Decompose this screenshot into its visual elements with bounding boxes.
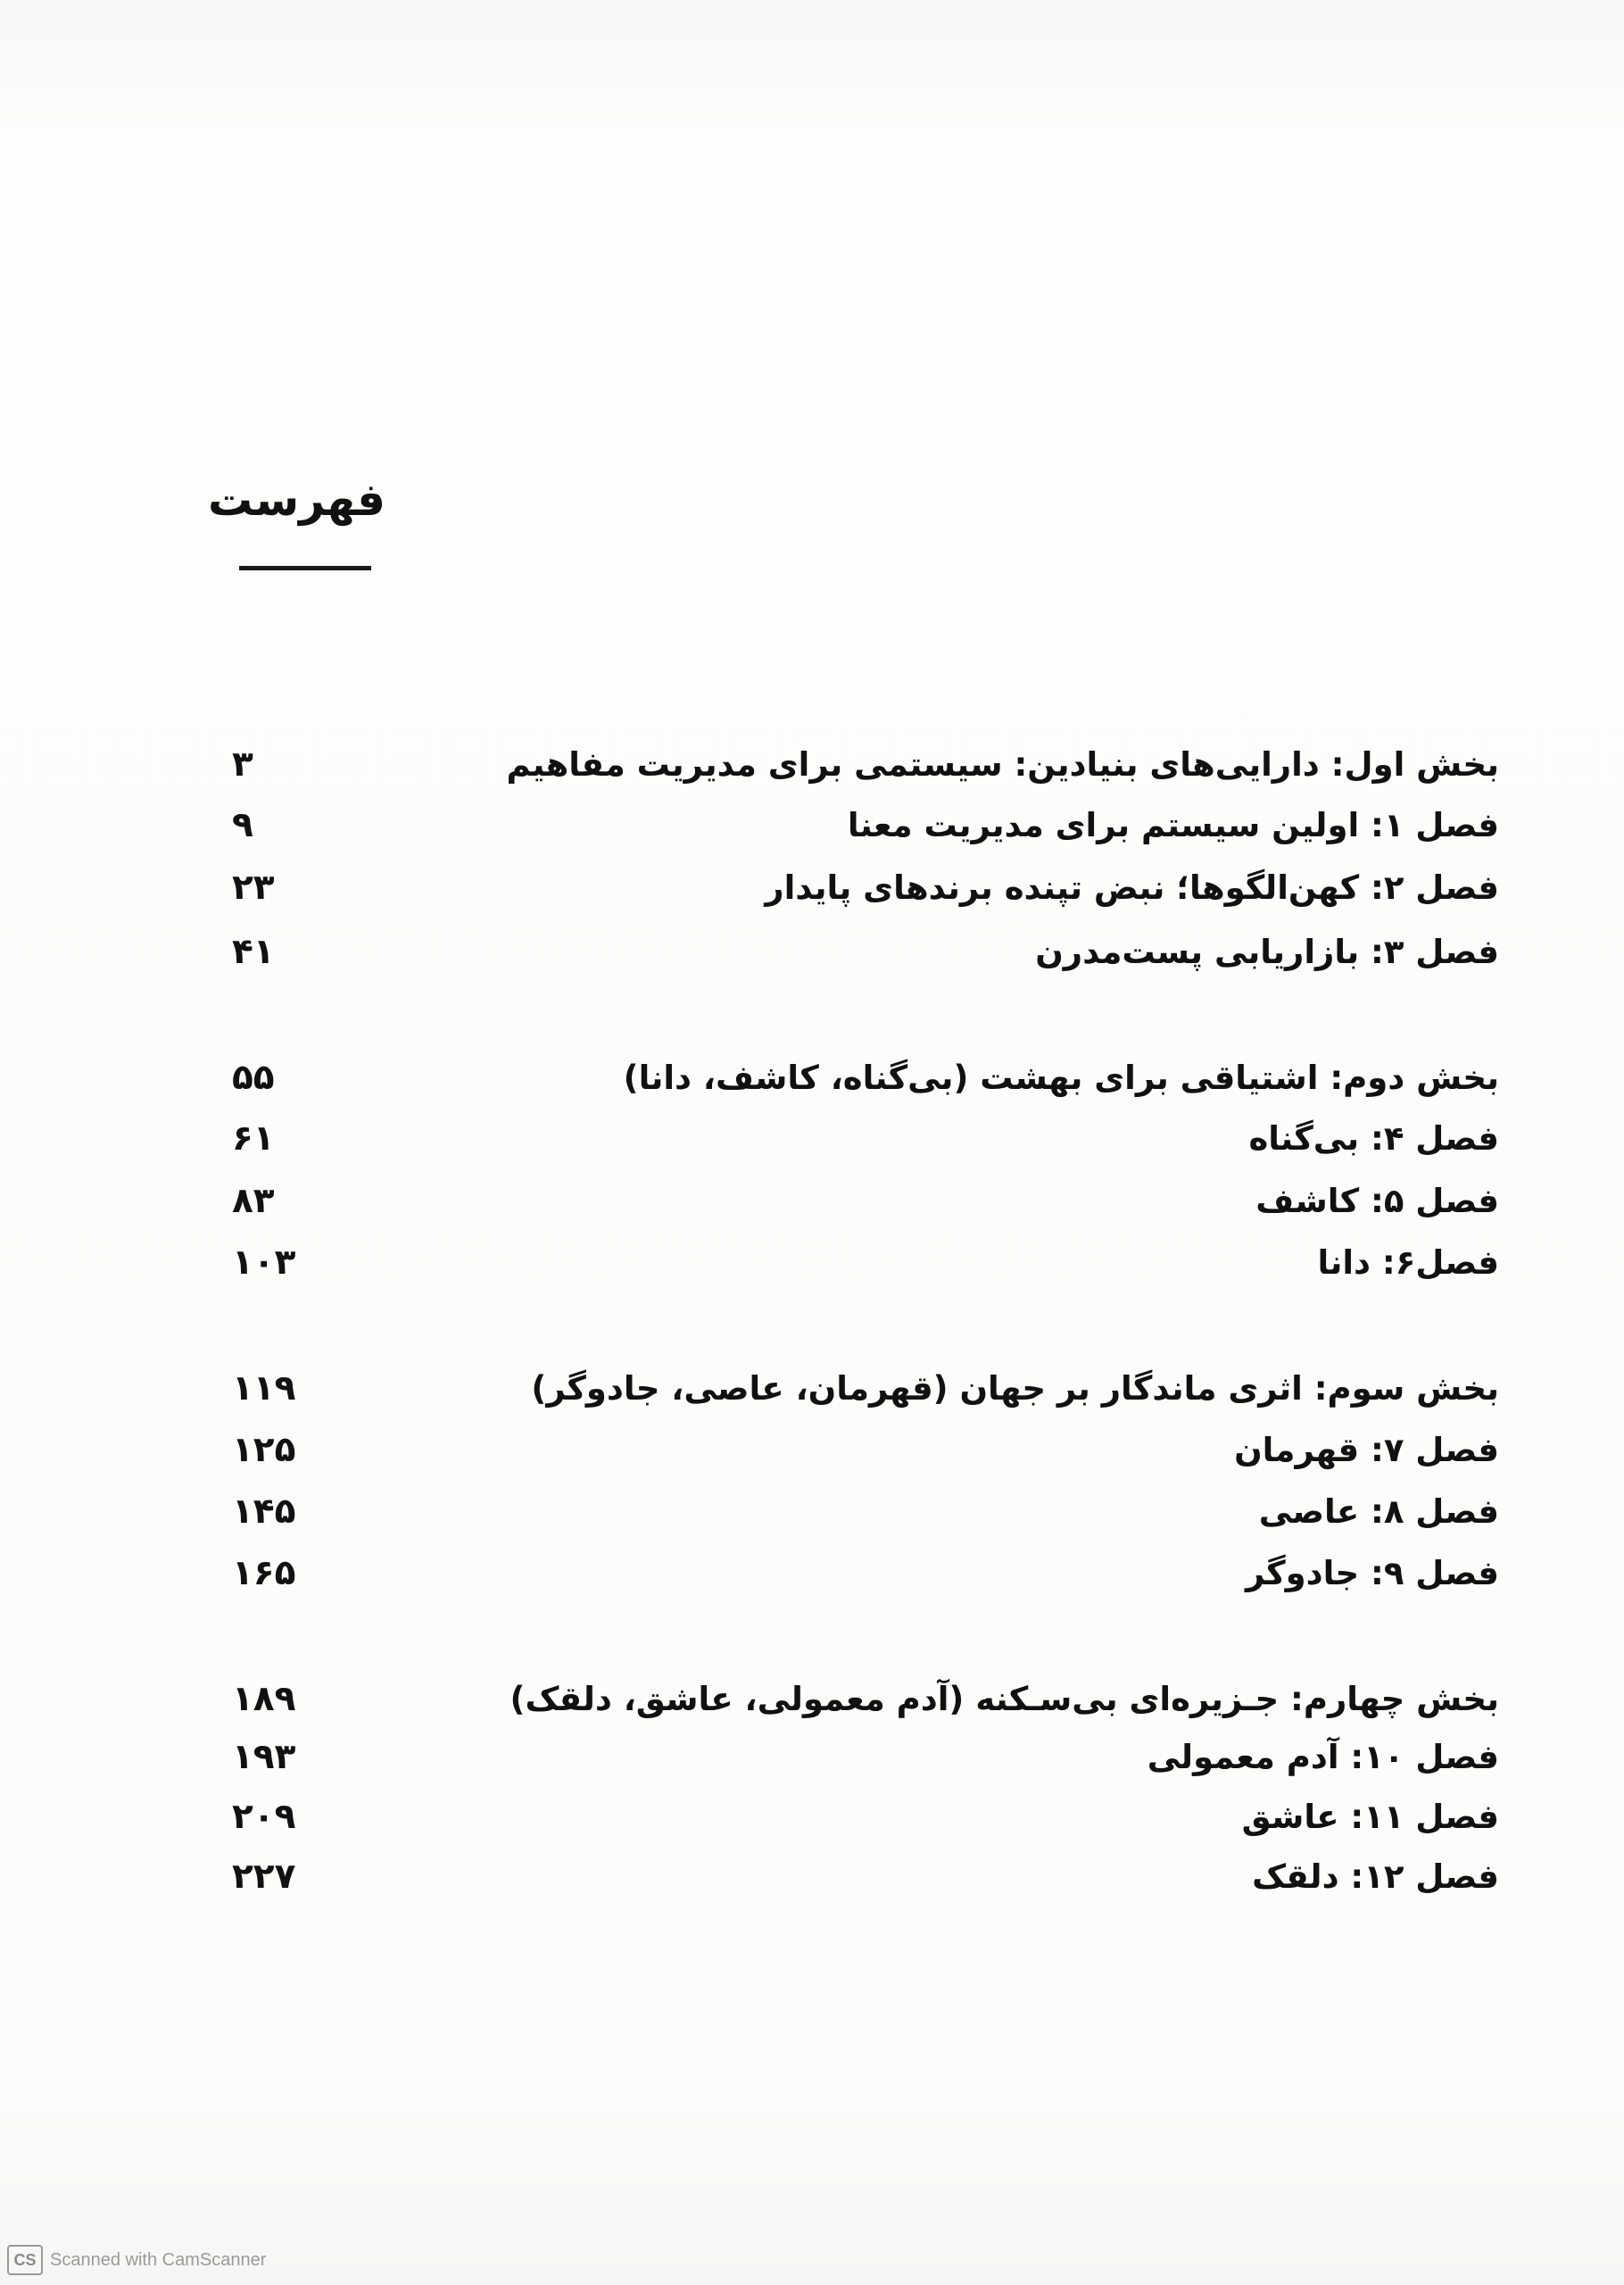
toc-entry-chapter-9: [232, 1545, 1499, 1602]
entry-page-number: ۲۳: [232, 868, 275, 908]
entry-page-number: ۱۴۵: [232, 1491, 296, 1532]
entry-title: فصل ۲: کهن‌الگوها؛ نبض تپنده برندهای پایدار: [765, 868, 1499, 907]
entry-page-number: ۶۱: [232, 1118, 275, 1159]
entry-title: فصل ۸: عاصی: [1258, 1492, 1499, 1531]
toc-entry-part-2: [232, 1050, 1499, 1107]
entry-page-number: ۱۰۳: [232, 1242, 296, 1283]
toc-entry-part-1: [232, 736, 1499, 794]
toc-entry-chapter-10: [232, 1729, 1499, 1786]
toc-entry-part-4: [232, 1671, 1499, 1728]
entry-page-number: ۳: [232, 744, 253, 785]
toc-entry-chapter-11: [232, 1789, 1499, 1846]
entry-page-number: ۱۲۵: [232, 1430, 296, 1470]
toc-entry-chapter-8: [232, 1483, 1499, 1541]
entry-page-number: ۲۲۷: [232, 1857, 296, 1897]
toc-entry-chapter-2: [232, 860, 1499, 917]
entry-title: فصل۶: دانا: [1317, 1243, 1499, 1282]
entry-title: فصل ۵: کاشف: [1255, 1182, 1499, 1220]
entry-title: فصل ۱: اولین سیستم برای مدیریت معنا: [847, 806, 1499, 844]
entry-title: بخش دوم: اشتیاقی برای بهشت (بی‌گناه، کاشف، دانا): [623, 1059, 1499, 1097]
entry-page-number: ۱۹۳: [232, 1737, 296, 1777]
camscanner-logo-icon: CS: [7, 2245, 43, 2275]
entry-page-number: ۵۵: [232, 1058, 275, 1098]
toc-entry-chapter-7: [232, 1422, 1499, 1479]
scanner-watermark: [7, 2244, 266, 2276]
title-underline: [239, 566, 371, 570]
entry-title: بخش اول: دارایی‌های بنیادین: سیستمی برای مدیریت مفاهیم: [506, 745, 1499, 784]
entry-page-number: ۱۸۹: [232, 1679, 296, 1719]
toc-entry-chapter-5: [232, 1173, 1499, 1230]
entry-page-number: ۲۰۹: [232, 1797, 296, 1837]
entry-page-number: ۱۶۵: [232, 1553, 296, 1593]
entry-title: فصل ۹: جادوگر: [1246, 1554, 1499, 1592]
toc-entry-chapter-12: [232, 1849, 1499, 1906]
entry-title: فصل ۳: بازاریابی پست‌مدرن: [1035, 933, 1499, 971]
watermark-text: Scanned with CamScanner: [50, 2249, 267, 2270]
entry-title: بخش سوم: اثری ماندگار بر جهان (قهرمان، عاصی، جادوگر): [531, 1369, 1499, 1408]
entry-page-number: ۹: [232, 805, 253, 845]
entry-page-number: ۱۱۹: [232, 1368, 296, 1408]
page-title: فهرست: [208, 474, 385, 526]
entry-page-number: ۴۱: [232, 932, 275, 972]
entry-title: فصل ۴: بی‌گناه: [1248, 1119, 1499, 1158]
entry-title: فصل ۱۲: دلقک: [1252, 1857, 1499, 1896]
entry-title: فصل ۱۱: عاشق: [1241, 1798, 1499, 1836]
toc-entry-chapter-3: [232, 924, 1499, 981]
toc-entry-part-3: [232, 1360, 1499, 1417]
entry-title: بخش چهارم: جـزیره‌ای بی‌سـکنه (آدم معمولی، عاشق، دلقک): [510, 1680, 1499, 1718]
toc-entry-chapter-6: [232, 1234, 1499, 1292]
entry-title: فصل ۷: قهرمان: [1234, 1431, 1499, 1469]
entry-page-number: ۸۳: [232, 1181, 275, 1221]
entry-title: فصل ۱۰: آدم معمولی: [1147, 1738, 1499, 1776]
toc-entry-chapter-4: [232, 1110, 1499, 1167]
toc-entry-chapter-1: [232, 797, 1499, 854]
